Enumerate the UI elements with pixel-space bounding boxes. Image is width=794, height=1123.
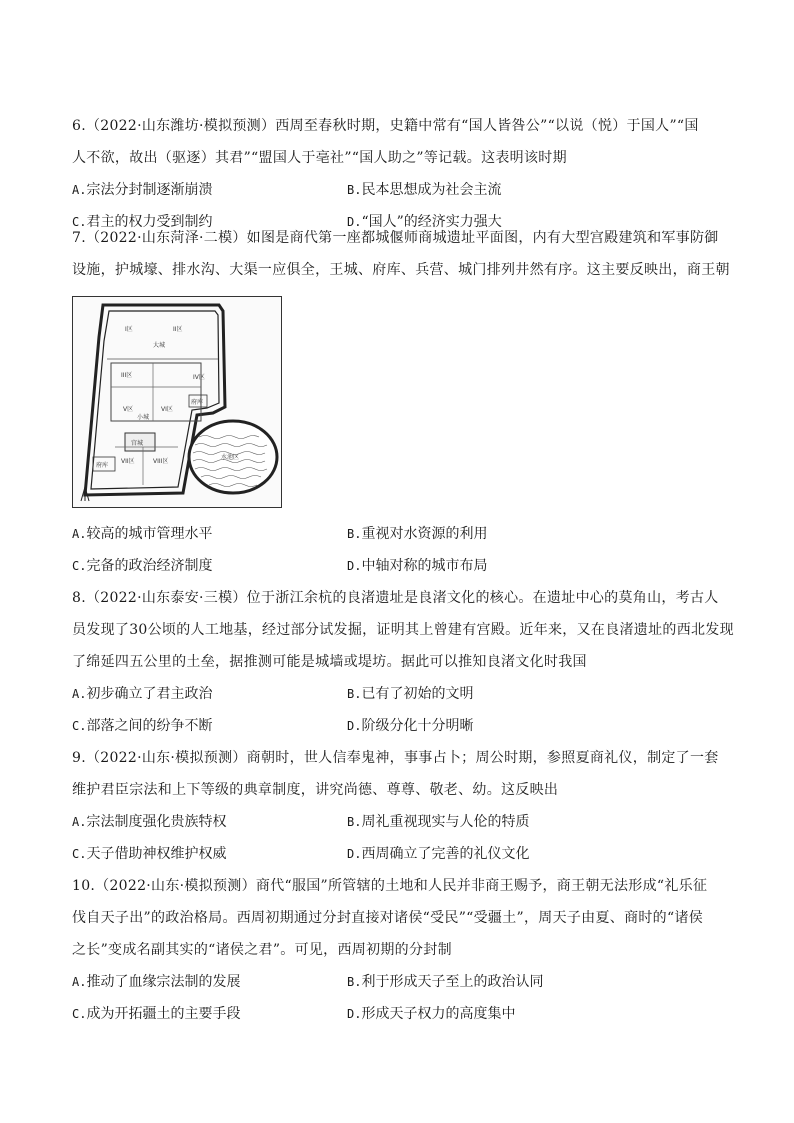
option-c[interactable]: C.成为开拓疆土的主要手段 — [72, 1006, 241, 1022]
option-text: 较高的城市管理水平 — [86, 526, 213, 542]
option-text: “国人”的经济实力强大 — [361, 214, 502, 230]
option-c[interactable]: C.完备的政治经济制度 — [72, 558, 213, 574]
question-7-options — [72, 518, 732, 582]
map-label: 大城 — [153, 342, 166, 349]
stem-line: 维护君臣宗法和上下等级的典章制度，讲究尚德、尊尊、敬老、幼。这反映出 — [72, 782, 559, 798]
option-text: 宗法制度强化贵族特权 — [86, 814, 227, 830]
stem-line: 之长”变成名副其实的“诸侯之君”。可见，西周初期的分封制 — [72, 942, 452, 958]
map-label: 府库 — [96, 462, 109, 469]
stem-line: 7.（2022·山东菏泽·二模）如图是商代第一座都城偃师商城遗址平面图，内有大型宫殿建筑和军事防御 — [72, 230, 719, 246]
option-b[interactable]: B.周礼重视现实与人伦的特质 — [347, 814, 530, 830]
option-text: 完备的政治经济制度 — [86, 558, 213, 574]
stem-line: 员发现了30公顷的人工地基，经过部分试发掘，证明其上曾建有宫殿。近年来，又在良渚遗址的西北发现 — [72, 622, 734, 638]
option-text: 部落之间的纷争不断 — [86, 718, 213, 734]
option-a[interactable]: A.宗法制度强化贵族特权 — [72, 814, 227, 830]
option-text: 形成天子权力的高度集中 — [361, 1006, 516, 1022]
map-label: III区 — [121, 372, 133, 379]
option-d[interactable]: D.“国人”的经济实力强大 — [347, 214, 502, 230]
stem-line: 10.（2022·山东·模拟预测）商代“服国”所管辖的土地和人民并非商王赐予，商王朝无法形成“礼乐征 — [72, 878, 708, 894]
map-label: 小城 — [137, 414, 150, 421]
option-c[interactable]: C.天子借助神权维护权威 — [72, 846, 227, 862]
map-label: II区 — [173, 326, 183, 333]
option-b[interactable]: B.民本思想成为社会主流 — [347, 182, 502, 198]
map-label: 府库 — [191, 399, 204, 406]
option-d[interactable]: D.中轴对称的城市布局 — [347, 558, 488, 574]
options — [72, 678, 732, 742]
option-text: 君主的权力受到制约 — [86, 214, 213, 230]
option-d[interactable]: D.形成天子权力的高度集中 — [347, 1006, 516, 1022]
question-stem — [72, 110, 732, 174]
question-8 — [72, 582, 732, 742]
option-text: 天子借助神权维护权威 — [86, 846, 227, 862]
city-plan-figure — [73, 297, 281, 507]
option-text: 周礼重视现实与人伦的特质 — [361, 814, 530, 830]
map-label: VIII区 — [153, 458, 169, 465]
stem-line: 设施，护城壕、排水沟、大渠一应俱全，王城、府库、兵营、城门排列井然有序。这主要反映出，商王朝 — [72, 262, 730, 278]
stem-line: 6.（2022·山东潍坊·模拟预测）西周至春秋时期，史籍中常有“国人皆咎公”“以说（悦）于国人”“国 — [72, 118, 699, 134]
map-label: 宫城 — [131, 440, 144, 447]
option-a[interactable]: A.推动了血缘宗法制的发展 — [72, 974, 241, 990]
options — [72, 806, 732, 870]
option-a[interactable]: A.较高的城市管理水平 — [72, 526, 213, 542]
question-stem — [72, 742, 732, 806]
option-b[interactable]: B.利于形成天子至上的政治认同 — [347, 974, 544, 990]
option-d[interactable]: D.西周确立了完善的礼仪文化 — [347, 846, 530, 862]
option-a[interactable]: A.初步确立了君主政治 — [72, 686, 213, 702]
question-stem — [72, 870, 732, 966]
stem-line: 了绵延四五公里的土垒，据推测可能是城墙或堤坊。据此可以推知良渚文化时我国 — [72, 654, 587, 670]
map-label: I区 — [125, 326, 133, 333]
options — [72, 518, 732, 582]
option-text: 民本思想成为社会主流 — [361, 182, 502, 198]
stem-line: 人不欲，故出（驱逐）其君”“盟国人于亳社”“国人助之”等记载。这表明该时期 — [72, 150, 567, 166]
options — [72, 966, 732, 1030]
stem-line: 9.（2022·山东·模拟预测）商朝时，世人信奉鬼神，事事占卜；周公时期，参照夏商礼仪，制定了一套 — [72, 750, 719, 766]
option-text: 中轴对称的城市布局 — [361, 558, 488, 574]
question-7 — [72, 222, 732, 286]
option-text: 重视对水资源的利用 — [361, 526, 488, 542]
question-stem — [72, 582, 732, 678]
option-text: 利于形成天子至上的政治认同 — [361, 974, 544, 990]
stem-line: 8.（2022·山东泰安·三模）位于浙江余杭的良渚遗址是良渚文化的核心。在遗址中心的莫角山，考古人 — [72, 590, 719, 606]
option-c[interactable]: C.部落之间的纷争不断 — [72, 718, 213, 734]
map-label: IV区 — [193, 374, 205, 381]
question-10 — [72, 870, 732, 1030]
option-b[interactable]: B.重视对水资源的利用 — [347, 526, 488, 542]
option-text: 阶级分化十分明晰 — [361, 718, 474, 734]
question-9 — [72, 742, 732, 870]
option-d[interactable]: D.阶级分化十分明晰 — [347, 718, 474, 734]
option-text: 西周确立了完善的礼仪文化 — [361, 846, 530, 862]
option-text: 初步确立了君主政治 — [86, 686, 213, 702]
option-text: 推动了血缘宗法制的发展 — [86, 974, 241, 990]
question-stem — [72, 222, 732, 286]
map-label: V区 — [123, 406, 134, 413]
option-text: 成为开拓疆土的主要手段 — [86, 1006, 241, 1022]
option-a[interactable]: A.宗法分封制逐渐崩溃 — [72, 182, 213, 198]
shang-city-site-map — [72, 296, 282, 508]
map-label: VI区 — [161, 406, 173, 413]
option-text: 已有了初始的文明 — [361, 686, 474, 702]
option-text: 宗法分封制逐渐崩溃 — [86, 182, 213, 198]
option-b[interactable]: B.已有了初始的文明 — [347, 686, 474, 702]
map-label: 水池区 — [221, 454, 240, 461]
question-6 — [72, 110, 732, 238]
option-c[interactable]: C.君主的权力受到制约 — [72, 214, 213, 230]
stem-line: 伐自天子出”的政治格局。西周初期通过分封直接对诸侯“受民”“受疆土”，周天子由夏、商时的“诸侯 — [72, 910, 704, 926]
map-label: VII区 — [121, 458, 135, 465]
